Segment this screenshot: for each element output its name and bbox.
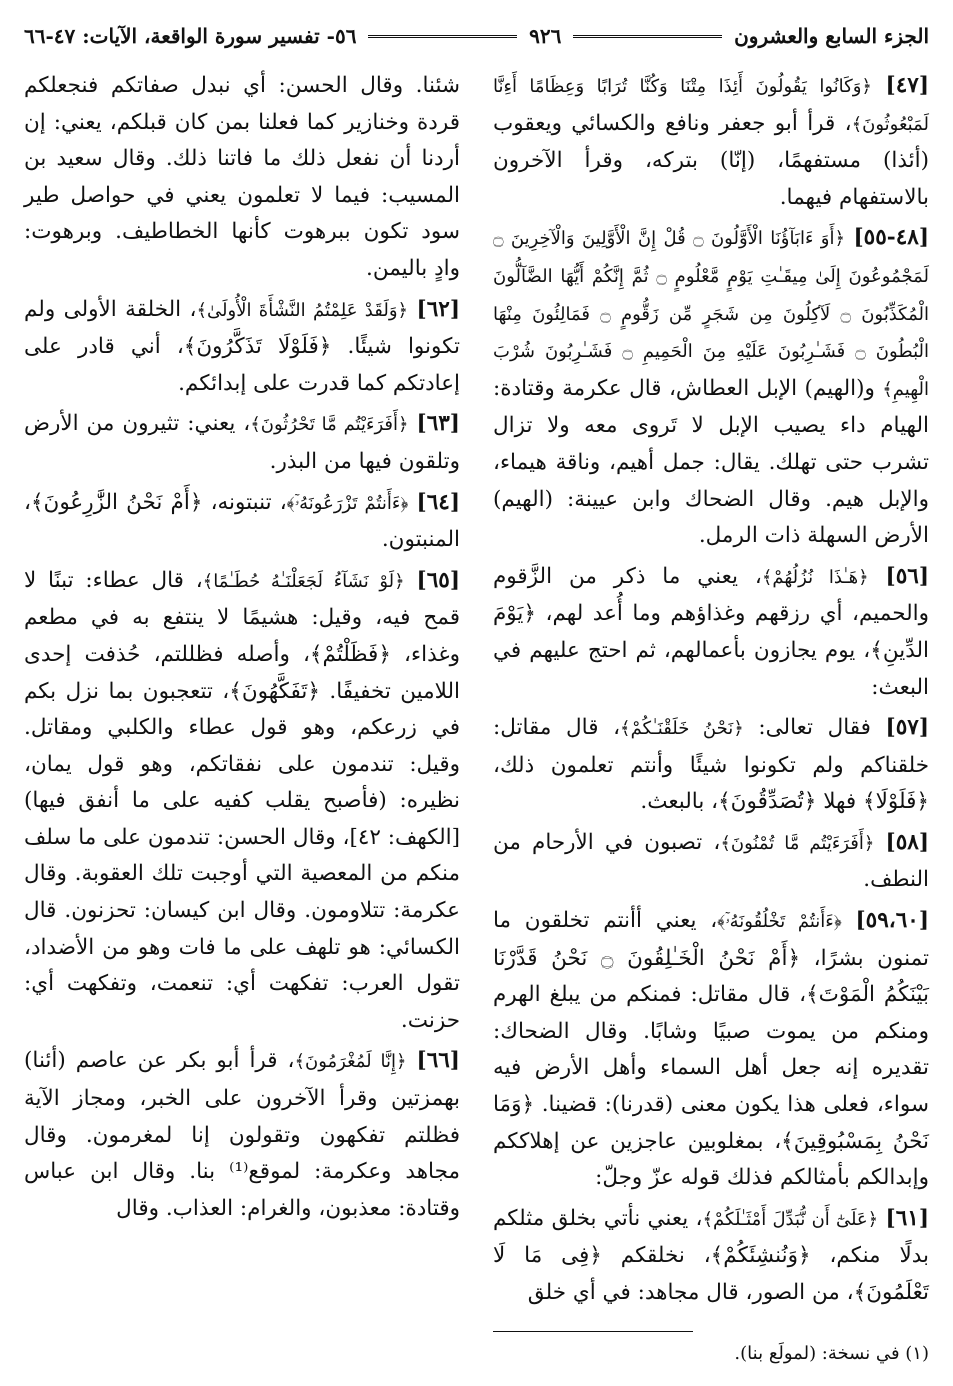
verse-ref: [٦٣] [416,411,460,437]
verse-ref: [٤٧] [885,73,929,98]
verse-paragraph [493,710,929,821]
commentary-text: ، يعني نأتي بخلق مثلكم بدلًا منكم، ﴿وَنُنشِئَكُمْ﴾، نخلقكم ﴿فِى مَا لَا تَعْلَمُونَ﴾، من الصور، قال مجاهد: في أي خلق [493,1205,929,1305]
verse-ref: [٦٢] [416,296,461,322]
verse-ref: [٦٤] [416,489,460,515]
commentary-text: ، قرأ أبو بكر عن عاصم (أئنا) بهمزتين وقرأ الآخرون على الخبر، ومجاز الآية فظلتم تفكهون وتقولون إنا لمغرمون. وقال مجاهد وعكرمة: لموقع⁽¹⁾ بنا. وقال ابن عباس وقتادة: معذبون، والغرام: العذاب. وقال [24,1048,460,1221]
commentary-text: ، قال مقاتل: خلقناكم ولم تكونوا شيئًا وأنتم تعلمون ذلك، ﴿فَلَوْلَا﴾ فهلا ﴿تُصَدِّقُونَ﴾، بالبعث. [493,715,929,815]
footnote-rule [493,1331,693,1332]
footnote: (١) في نسخة: (لمولَع بنا). [734,1343,929,1364]
left-column [24,68,460,1368]
header-juz-title: الجزء السابع والعشرون [734,24,929,48]
commentary-text: ، يعني ما ذكر من الزَّقوم والحميم، أي رزقهم وغذاؤهم وما أُعد لهم، ﴿يَوْمَ الدِّينِ﴾، يوم يجازون بأعمالهم، ثم احتج عليهم في البعث: [493,563,929,700]
verse-ref: [٦١] [885,1205,930,1231]
quran-text: ﴿نَحْنُ خَلَقْنَـٰكُمْ﴾ [620,718,744,740]
quran-text: ﴿إِنَّا لَمُغْرَمُونَ﴾ [294,1051,407,1073]
quran-text: ﴿أَفَرَءَيْتُم مَّا تَحْرُثُونَ﴾ [250,414,409,436]
verse-paragraph [24,68,460,288]
verse-ref: [٥٧] [885,715,929,741]
commentary-text: ، قال عطاء: تبنًا لا قمح فيه، وقيل: هشيمًا لا ينتفع به في مطعم وغذاء، ﴿فَظَلْتُمْ﴾، وأصله فظللتم، حُذفت إحدى اللامين تخفيفًا. ﴿تَفَكَّهُونَ﴾، تتعجبون بما نزل بكم في زرعكم، وهو قول عطاء والكلبي ومقاتل. وقيل: تندمون على نفقاتكم، وهو قول يمان، نظيره: (فأصبح يقلب كفيه على ما أنفق فيها) [الكهف: ٤٢]، وقال الحسن: تندمون على ما سلف منكم من المعصية التي أوجبت تلك العقوبة. وقال عكرمة: تتلاومون. وقال ابن كيسان: تحزنون. قال الكسائي: هو تلهف على ما فات وهو من الأضداد، تقول العرب: تفكهت أي: تنعمت، وتفكهت أي: حزنت. [24,567,460,1033]
quran-text: ﴿ءَأَنتُمْ تَخْلُقُونَهُۥٓ﴾ [717,911,842,933]
verse-ref: [٦٥] [416,567,460,593]
quran-text: ﴿وَلَقَدْ عَلِمْتُمُ النَّشْأَةَ الْأُولَىٰ﴾ [196,299,409,321]
left-column-body [24,68,460,1227]
intro-text: فقال تعالى: [743,715,871,741]
commentary-text: ، قرأ أبو جعفر ونافع والكسائي ويعقوب (أئذا) مستفهمًا، (إنّا) بتركه، وقرأ الآخرون بالاستفهام فيهما. [493,110,929,210]
header-rule [368,35,517,38]
running-header [24,18,929,54]
page-number: ٩٢٦ [529,24,562,48]
verse-paragraph [493,903,929,1197]
verse-paragraph [493,1201,929,1312]
commentary-text: ، يعني أأنتم تخلقون ما تمنون بشرًا، ﴿أَمْ نَحْنُ الْخَـٰلِقُونَ ۝ نَحْنُ قَدَّرْنَا بَيْنَكُمُ الْمَوْتَ﴾، قال مقاتل: فمنكم من يبلغ الهرم ومنكم من يموت صبيًا وشابًا. وقال الضحاك: تقديره إنه جعل أهل السماء وأهل الأرض فيه سواء، فعلى هذا يكون معنى (قدرنا): قضينا. ﴿وَمَا نَحْنُ بِمَسْبُوقِينَ﴾، بمغلوبين عاجزين عن إهلاككم وإبدالكم بأمثالكم فذلك قوله عزّ وجلّ: [493,908,929,1191]
quran-text: ﴿أَوَ ءَابَآؤُنَا الْأَوَّلُونَ ۝ قُلْ إِنَّ الْأَوَّلِينَ وَالْآخِرِينَ ۝ لَمَجْمُوعُونَ إِلَىٰ مِيقَـٰتِ يَوْمٍ مَّعْلُومٍ ۝ ثُمَّ إِنَّكُمْ أَيُّهَا الضَّآلُّونَ الْمُكَذِّبُونَ ۝ لَآكِلُونَ مِن شَجَرٍ مِّن زَقُّومٍ ۝ فَمَالِئُونَ مِنْهَا الْبُطُونَ ۝ فَشَـٰرِبُونَ عَلَيْهِ مِنَ الْحَمِيمِ ۝ فَشَـٰرِبُونَ شُرْبَ الْهِيمِ﴾ [493,228,930,400]
header-surah-title: ٥٦- تفسير سورة الواقعة، الآيات: ٤٧-٦٦ [23,24,357,48]
commentary-text: ، تنبتونه، ﴿أَمْ نَحْنُ الزَّٰرِعُونَ﴾، المنبتون. [24,489,460,553]
commentary-text: و(الهيم) الإبل العطاش، قال عكرمة وقتادة: الهيام داء يصيب الإبل لا تَروى معه ولا تزال تشرب حتى تهلك. يقال: جمل أهيم، وناقة هيماء، والإبل هيم. وقال الضحاك وابن عيينة: (الهيم) الأرض السهلة ذات الرمل. [493,375,929,549]
verse-paragraph [24,485,460,559]
verse-ref: [٥٨] [885,829,929,855]
commentary-text: ، الخلقة الأولى ولم تكونوا شيئًا. ﴿فَلَوْلَا تَذَكَّرُونَ﴾، أني قادر على إعادتكم كما قدرت على إبدائكم. [24,296,460,396]
quran-text: ﴿وَكَانُوا يَقُولُونَ أَئِذَا مِتْنَا وَكُنَّا تُرَابًا وَعِظَامًا أَءِنَّا لَمَبْعُوثُونَ﴾ [493,76,929,135]
verse-ref: [٤٨-٥٥] [853,225,930,251]
verse-paragraph [24,292,460,403]
verse-paragraph [493,825,929,899]
commentary-text: ، تصبون في الأرحام من النطف. [493,829,929,893]
text-columns [24,68,929,1368]
quran-text: ﴿لَوْ نَشَآءُ لَجَعَلْنَـٰهُ حُطَـٰمًا﴾ [202,570,405,592]
verse-ref: [٦٦] [416,1048,460,1074]
verse-paragraph [493,220,929,554]
verse-paragraph [493,68,929,216]
right-column [493,68,929,1368]
quran-text: ﴿ءَأَنتُمْ تَزْرَعُونَهُۥٓ﴾ [286,492,409,514]
commentary-text: ، يعني: تثيرون من الأرض وتلقون فيها من البذر. [24,411,460,474]
verse-paragraph [24,563,460,1040]
commentary-text: شئنا. وقال الحسن: أي نبدل صفاتكم فنجعلكم قردة وخنازير كما فعلنا بمن كان قبلكم، يعني: إن أردنا أن نفعل ذلك ما فاتنا ذلك. وقال سعيد بن المسيب: فيما لا تعلمون يعني في حواصل طير سود تكون ببرهوت كأنها الخطاطيف. وبرهوت: وادٍ باليمن. [24,73,460,281]
verse-paragraph [493,559,929,706]
quran-text: ﴿عَلَىٰٓ أَن نُّبَدِّلَ أَمْثَـٰلَكُمْ﴾ [702,1208,879,1230]
page [24,18,929,1368]
quran-text: ﴿أَفَرَءَيْتُم مَّا تُمْنُونَ﴾ [720,832,875,854]
verse-ref: [٥٩،٦٠] [855,908,929,934]
verse-ref: [٥٦] [885,563,929,589]
verse-paragraph [24,1043,460,1227]
verse-paragraph [24,406,460,480]
header-rule [573,35,722,38]
quran-text: ﴿هَـٰذَا نُزُلُهُمْ﴾ [761,566,869,588]
footnote-area [493,1331,929,1368]
